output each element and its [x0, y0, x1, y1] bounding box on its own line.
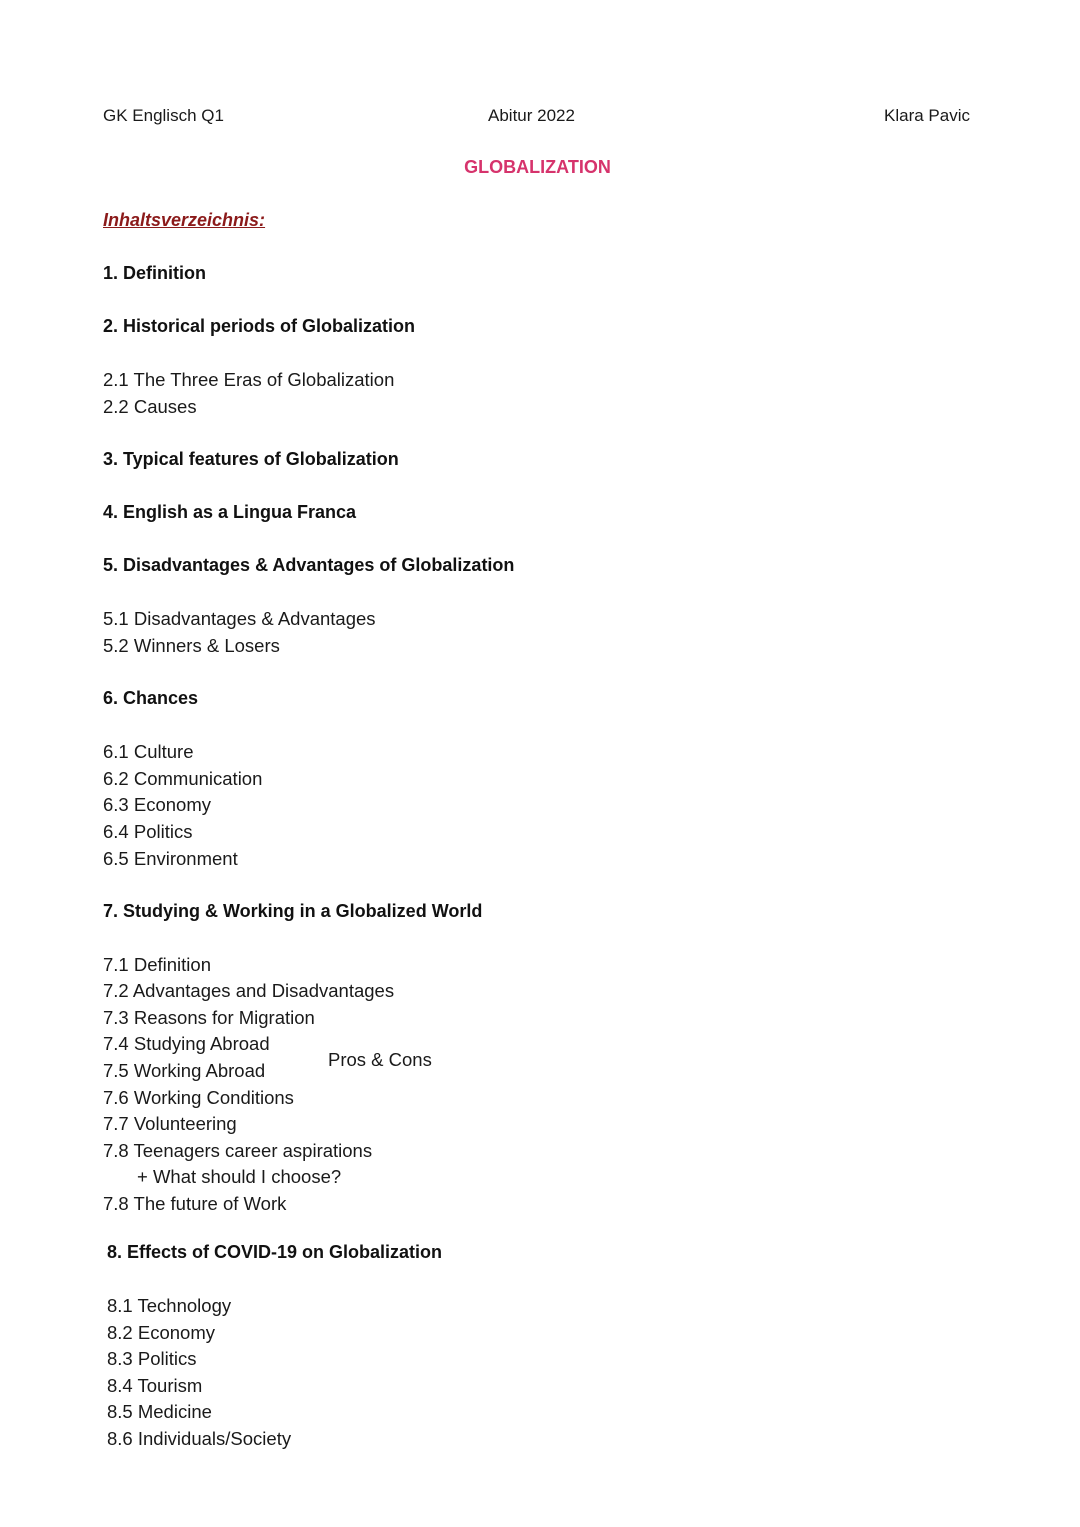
section-6-2: 6.2 Communication — [103, 768, 263, 789]
section-7-1: 7.1 Definition — [103, 954, 211, 975]
section-6: 6. Chances — [103, 688, 199, 708]
header-exam: Abitur 2022 — [488, 106, 575, 125]
section-5-1: 5.1 Disadvantages & Advantages — [103, 608, 376, 629]
pros-cons-note: Pros & Cons — [328, 1049, 432, 1070]
section-5-2: 5.2 Winners & Losers — [103, 635, 280, 656]
section-7: 7. Studying & Working in a Globalized World — [103, 901, 483, 921]
page-title: GLOBALIZATION — [464, 157, 611, 177]
section-1: 1. Definition — [103, 263, 206, 283]
header-author: Klara Pavic — [884, 106, 970, 125]
section-8-4: 8.4 Tourism — [107, 1375, 203, 1396]
section-8-2: 8.2 Economy — [107, 1322, 215, 1343]
section-7-8a-continuation: + What should I choose? — [137, 1166, 342, 1187]
section-7-3: 7.3 Reasons for Migration — [103, 1007, 315, 1028]
section-8-6: 8.6 Individuals/Society — [107, 1428, 292, 1449]
section-2-1: 2.1 The Three Eras of Globalization — [103, 369, 395, 390]
section-4: 4. English as a Lingua Franca — [103, 502, 357, 522]
section-7-8b: 7.8 The future of Work — [103, 1193, 287, 1214]
section-7-4: 7.4 Studying Abroad — [103, 1033, 270, 1054]
section-8-1: 8.1 Technology — [107, 1295, 232, 1316]
section-6-1: 6.1 Culture — [103, 741, 194, 762]
section-6-3: 6.3 Economy — [103, 794, 211, 815]
section-2: 2. Historical periods of Globalization — [103, 316, 416, 336]
section-8: 8. Effects of COVID-19 on Globalization — [107, 1242, 443, 1262]
section-8-5: 8.5 Medicine — [107, 1401, 212, 1422]
section-7-6: 7.6 Working Conditions — [103, 1087, 294, 1108]
section-7-7: 7.7 Volunteering — [103, 1113, 237, 1134]
section-2-2: 2.2 Causes — [103, 396, 197, 417]
toc-heading: Inhaltsverzeichnis: — [103, 210, 266, 230]
section-5: 5. Disadvantages & Advantages of Globalization — [103, 555, 515, 575]
section-3: 3. Typical features of Globalization — [103, 449, 399, 469]
section-6-5: 6.5 Environment — [103, 848, 238, 869]
section-7-8a: 7.8 Teenagers career aspirations — [103, 1140, 373, 1161]
section-7-2: 7.2 Advantages and Disadvantages — [103, 980, 395, 1001]
header-course: GK Englisch Q1 — [103, 106, 224, 125]
section-8-3: 8.3 Politics — [107, 1348, 197, 1369]
section-6-4: 6.4 Politics — [103, 821, 193, 842]
section-7-5: 7.5 Working Abroad — [103, 1060, 266, 1081]
